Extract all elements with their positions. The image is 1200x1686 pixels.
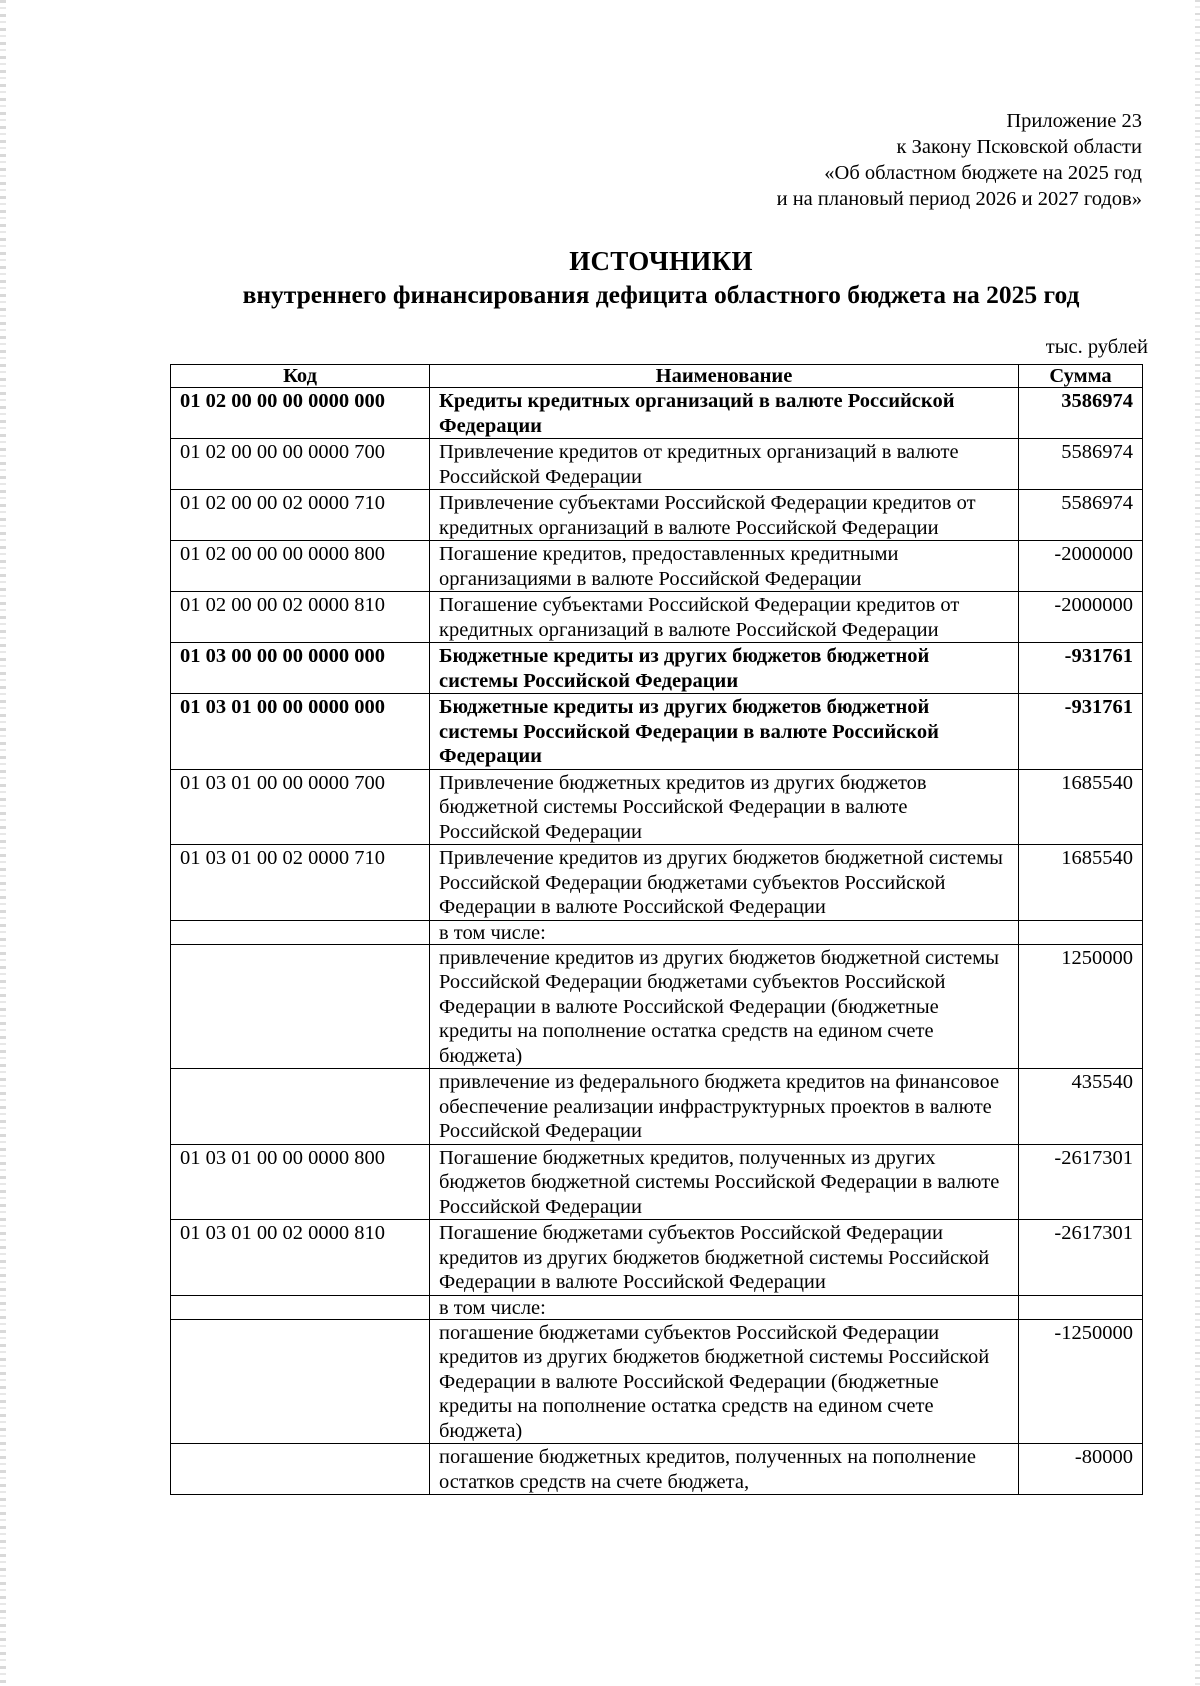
table-row bbox=[171, 769, 1143, 845]
row-name: Кредиты кредитных организаций в валюте Российской Федерации bbox=[430, 388, 1019, 439]
row-name: привлечение кредитов из других бюджетов бюджетной системы Российской Федерации бюджетами субъектов Российской Федерации в валюте Российской Федерации (бюджетные кредиты на пополнение остатка средств на едином счете бюджета) bbox=[430, 944, 1019, 1069]
row-code: 01 03 01 00 00 0000 000 bbox=[171, 694, 430, 770]
row-code bbox=[171, 1319, 430, 1444]
row-code: 01 02 00 00 00 0000 800 bbox=[171, 541, 430, 592]
table-row bbox=[171, 920, 1143, 944]
table-row bbox=[171, 845, 1143, 921]
row-code bbox=[171, 1295, 430, 1319]
table-row bbox=[171, 1220, 1143, 1296]
row-name: Погашение субъектами Российской Федерации кредитов от кредитных организаций в валюте Российской Федерации bbox=[430, 592, 1019, 643]
row-code: 01 03 01 00 00 0000 800 bbox=[171, 1144, 430, 1220]
row-sum: 1250000 bbox=[1019, 944, 1143, 1069]
row-name: Привлечение бюджетных кредитов из других бюджетов бюджетной системы Российской Федерации в валюте Российской Федерации bbox=[430, 769, 1019, 845]
row-name: погашение бюджетами субъектов Российской Федерации кредитов из других бюджетов бюджетной системы Российской Федерации в валюте Российской Федерации (бюджетные кредиты на пополнение остатка средств на едином счете бюджета) bbox=[430, 1319, 1019, 1444]
header-name: Наименование bbox=[430, 365, 1019, 388]
appendix-block bbox=[777, 108, 1142, 212]
row-code: 01 02 00 00 02 0000 710 bbox=[171, 490, 430, 541]
row-code: 01 02 00 00 00 0000 700 bbox=[171, 439, 430, 490]
appendix-line: «Об областном бюджете на 2025 год bbox=[824, 162, 1142, 184]
row-code: 01 02 00 00 02 0000 810 bbox=[171, 592, 430, 643]
row-sum: 1685540 bbox=[1019, 845, 1143, 921]
header-code: Код bbox=[171, 365, 430, 388]
table-row bbox=[171, 1069, 1143, 1145]
row-name: Привлечение кредитов от кредитных организаций в валюте Российской Федерации bbox=[430, 439, 1019, 490]
row-sum: -1250000 bbox=[1019, 1319, 1143, 1444]
table-row bbox=[171, 541, 1143, 592]
row-sum: 5586974 bbox=[1019, 439, 1143, 490]
row-code: 01 03 01 00 00 0000 700 bbox=[171, 769, 430, 845]
table-row bbox=[171, 944, 1143, 1069]
table-header-row bbox=[171, 365, 1143, 388]
row-sum: 5586974 bbox=[1019, 490, 1143, 541]
row-sum: -2000000 bbox=[1019, 592, 1143, 643]
row-name: Погашение кредитов, предоставленных кредитными организациями в валюте Российской Федерации bbox=[430, 541, 1019, 592]
row-name: Бюджетные кредиты из других бюджетов бюджетной системы Российской Федерации bbox=[430, 643, 1019, 694]
table-row bbox=[171, 388, 1143, 439]
row-code: 01 03 00 00 00 0000 000 bbox=[171, 643, 430, 694]
row-sum bbox=[1019, 920, 1143, 944]
appendix-line: Приложение 23 bbox=[1006, 110, 1142, 132]
row-sum: -80000 bbox=[1019, 1444, 1143, 1495]
row-sum: -2000000 bbox=[1019, 541, 1143, 592]
row-sum: -931761 bbox=[1019, 643, 1143, 694]
row-name: Бюджетные кредиты из других бюджетов бюджетной системы Российской Федерации в валюте Российской Федерации bbox=[430, 694, 1019, 770]
row-code bbox=[171, 944, 430, 1069]
row-name: Погашение бюджетами субъектов Российской Федерации кредитов из других бюджетов бюджетной системы Российской Федерации в валюте Российской Федерации bbox=[430, 1220, 1019, 1296]
row-sum: 435540 bbox=[1019, 1069, 1143, 1145]
header-sum: Сумма bbox=[1019, 365, 1143, 388]
appendix-line: и на плановый период 2026 и 2027 годов» bbox=[776, 188, 1142, 210]
table-row bbox=[171, 694, 1143, 770]
row-sum: -2617301 bbox=[1019, 1144, 1143, 1220]
row-name: Погашение бюджетных кредитов, полученных из других бюджетов бюджетной системы Российской Федерации в валюте Российской Федерации bbox=[430, 1144, 1019, 1220]
row-name: в том числе: bbox=[430, 920, 1019, 944]
table-row bbox=[171, 1144, 1143, 1220]
row-code bbox=[171, 1444, 430, 1495]
row-sum bbox=[1019, 1295, 1143, 1319]
row-code bbox=[171, 1069, 430, 1145]
row-name: погашение бюджетных кредитов, полученных на пополнение остатков средств на счете бюджета, bbox=[430, 1444, 1019, 1495]
row-code bbox=[171, 920, 430, 944]
units-label: тыс. рублей bbox=[1045, 336, 1148, 358]
document-subtitle: внутреннего финансирования дефицита областного бюджета на 2025 год bbox=[242, 280, 1080, 309]
row-name: привлечение из федерального бюджета кредитов на финансовое обеспечение реализации инфраструктурных проектов в валюте Российской Федерации bbox=[430, 1069, 1019, 1145]
row-name: в том числе: bbox=[430, 1295, 1019, 1319]
row-name: Привлечение кредитов из других бюджетов бюджетной системы Российской Федерации бюджетами субъектов Российской Федерации в валюте Российской Федерации bbox=[430, 845, 1019, 921]
row-code: 01 03 01 00 02 0000 810 bbox=[171, 1220, 430, 1296]
appendix-line: к Закону Псковской области bbox=[896, 136, 1142, 158]
row-code: 01 02 00 00 00 0000 000 bbox=[171, 388, 430, 439]
financing-sources-table bbox=[170, 364, 1143, 1495]
document-title: ИСТОЧНИКИ bbox=[569, 246, 753, 276]
table-row bbox=[171, 1295, 1143, 1319]
row-sum: -931761 bbox=[1019, 694, 1143, 770]
row-sum: 3586974 bbox=[1019, 388, 1143, 439]
row-sum: 1685540 bbox=[1019, 769, 1143, 845]
table-row bbox=[171, 439, 1143, 490]
table-row bbox=[171, 643, 1143, 694]
table-row bbox=[171, 592, 1143, 643]
row-name: Привлечение субъектами Российской Федерации кредитов от кредитных организаций в валюте Российской Федерации bbox=[430, 490, 1019, 541]
row-code: 01 03 01 00 02 0000 710 bbox=[171, 845, 430, 921]
table-row bbox=[171, 1319, 1143, 1444]
table-row bbox=[171, 1444, 1143, 1495]
table-body bbox=[171, 388, 1143, 1495]
row-sum: -2617301 bbox=[1019, 1220, 1143, 1296]
table-row bbox=[171, 490, 1143, 541]
